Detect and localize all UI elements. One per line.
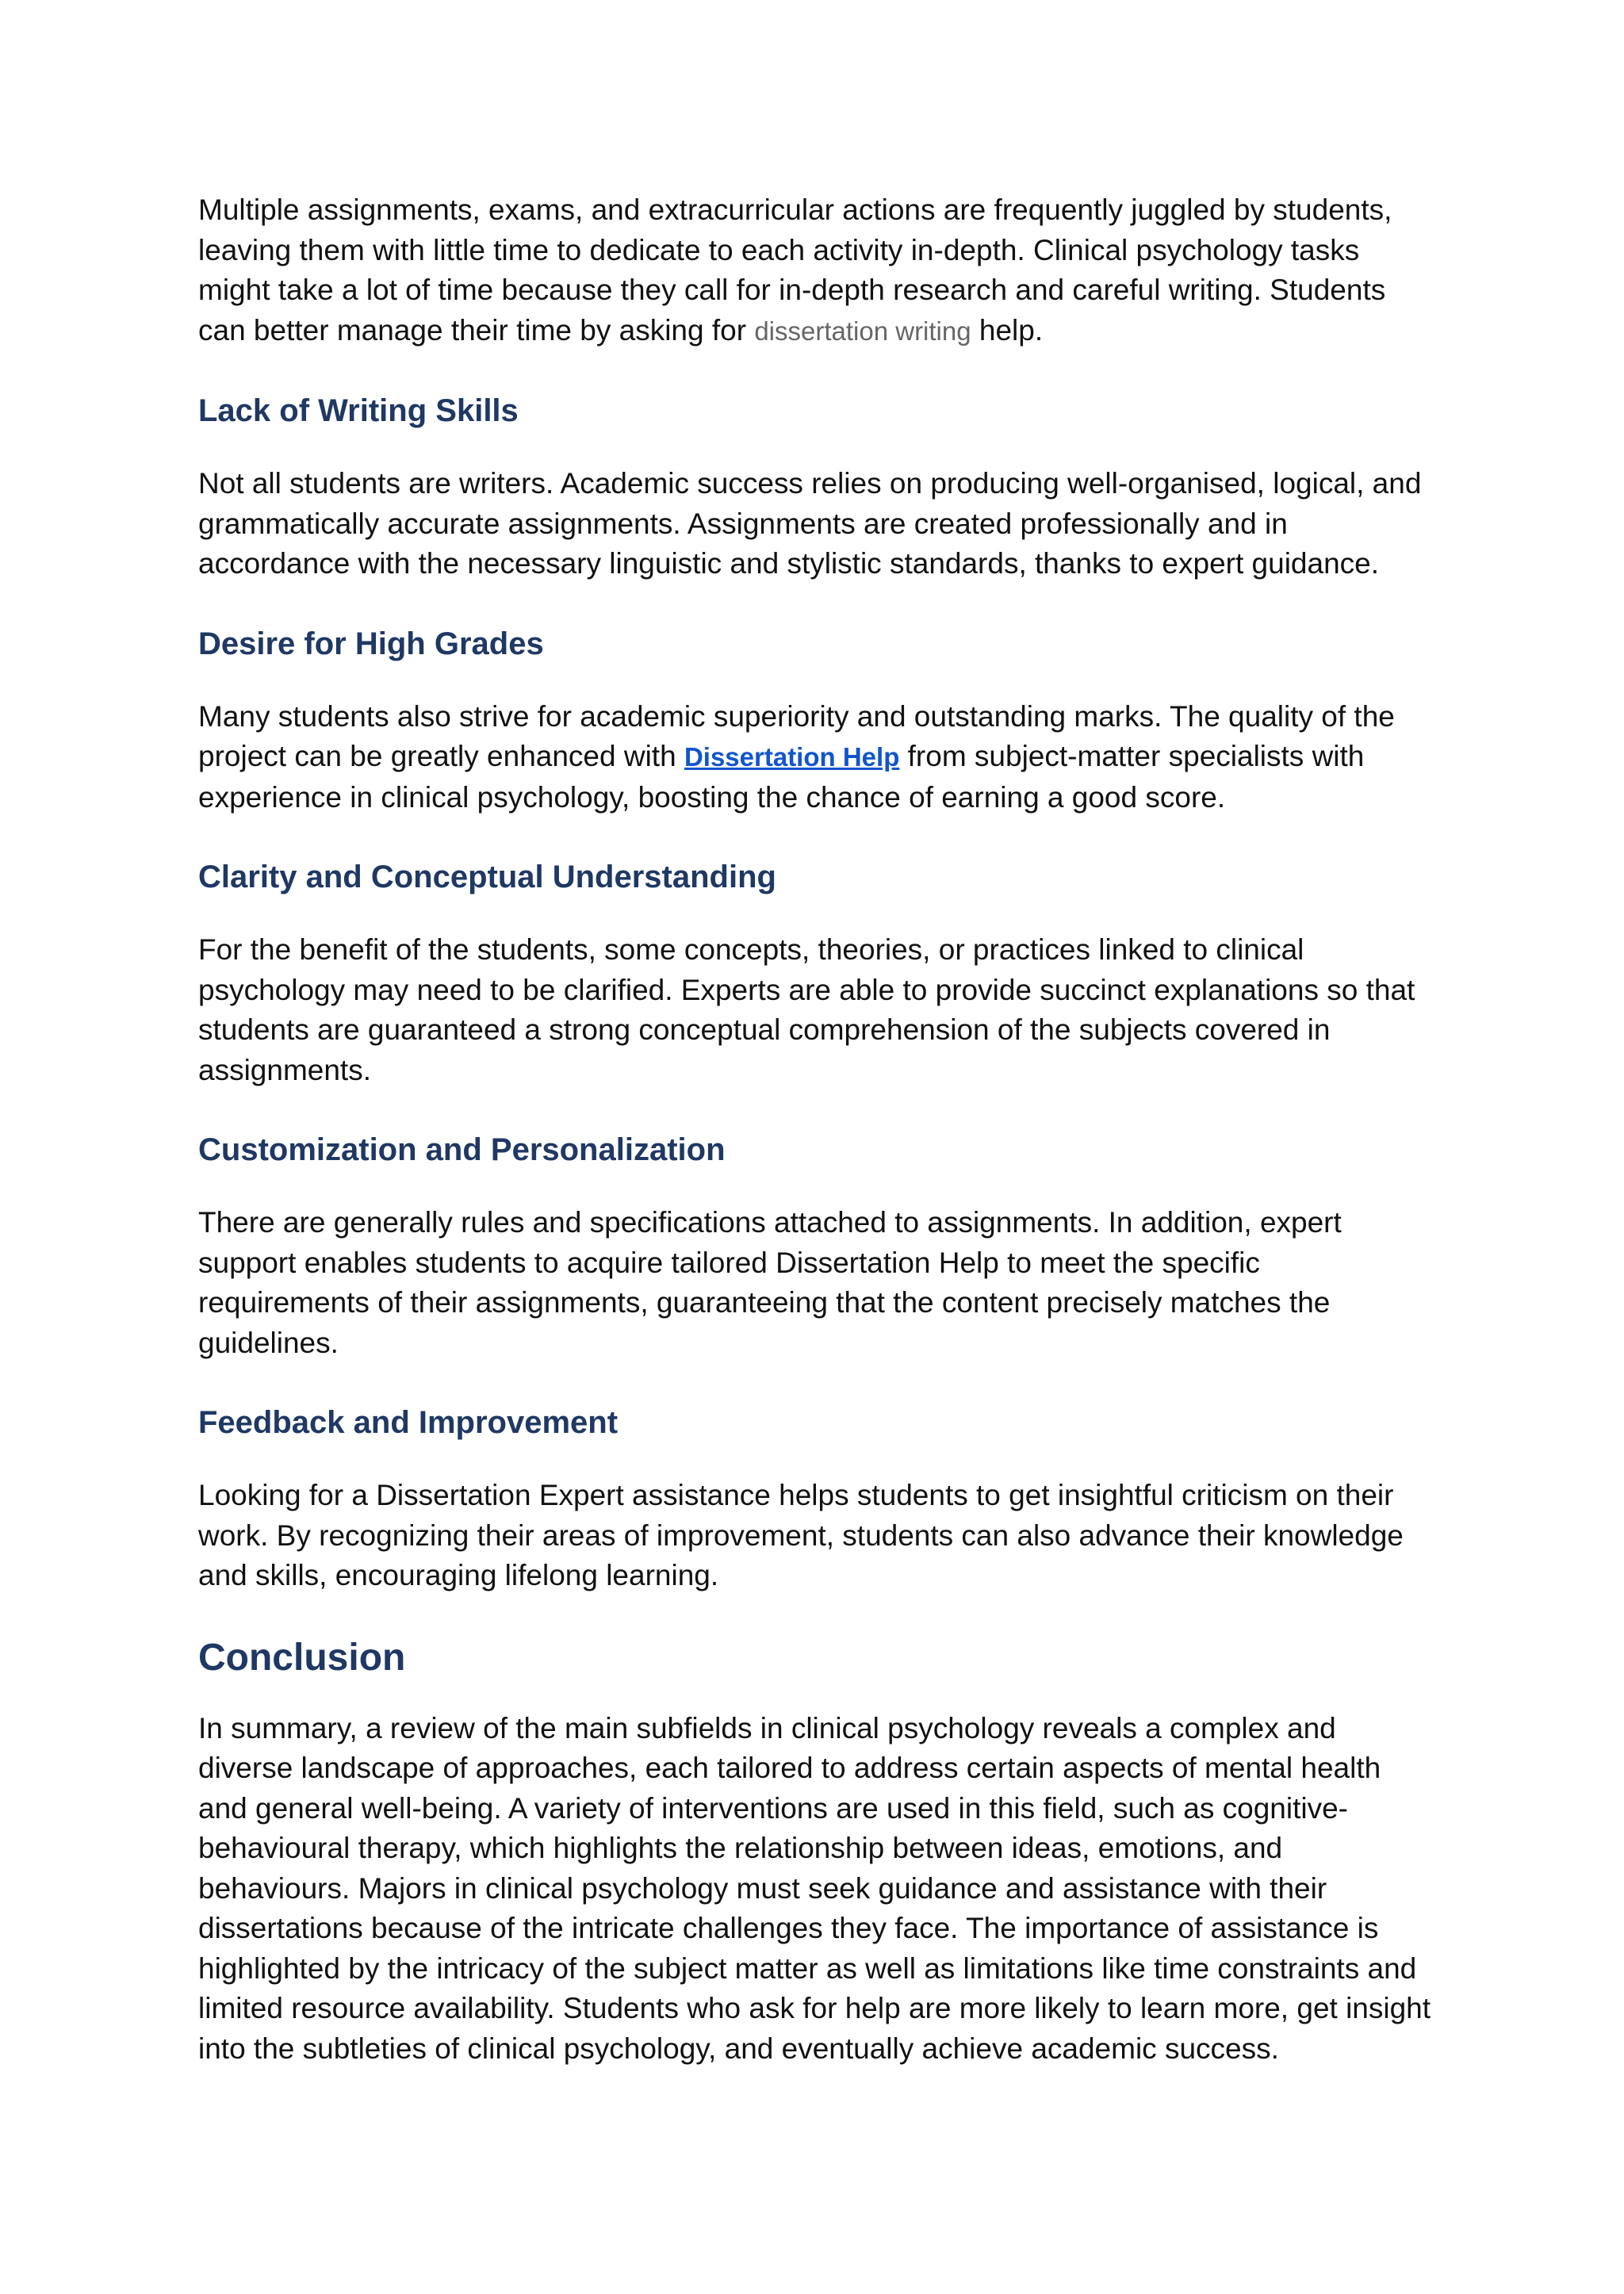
section-heading-high-grades: Desire for High Grades xyxy=(198,626,544,661)
high-grades-text-before: Many students also strive for academic superiority and outstanding marks. The quality of the project can be greatly enhanced with xyxy=(198,699,1395,772)
dissertation-writing-link[interactable]: dissertation writing xyxy=(754,316,971,346)
intro-text-after: help. xyxy=(971,313,1044,347)
high-grades-text-after: from subject-matter specialists with experience in clinical psychology, boosting the chance of earning a good score. xyxy=(198,740,1365,814)
section-heading-customization: Customization and Personalization xyxy=(198,1132,726,1167)
section-body-writing-skills: Not all students are writers. Academic success relies on producing well-organised, logical, and grammatically accurate assignments. Assignments are created professionally and in accordance with the necessary linguistic and stylistic standards, thanks to expert guidance. xyxy=(198,467,1422,580)
conclusion-heading: Conclusion xyxy=(198,1636,406,1679)
section-body-customization: There are generally rules and specifications attached to assignments. In addition, expert support enables students to acquire tailored Dissertation Help to meet the specific requirements of their assignments, guaranteeing that the content precisely matches the guidelines. xyxy=(198,1206,1342,1359)
section-heading-clarity: Clarity and Conceptual Understanding xyxy=(198,860,776,894)
section-body-feedback: Looking for a Dissertation Expert assistance helps students to get insightful criticism on their work. By recognizing their areas of improvement, students can also advance their knowledge and skills, encouraging lifelong learning. xyxy=(198,1479,1404,1591)
document-page xyxy=(198,190,1435,2108)
dissertation-help-link[interactable]: Dissertation Help xyxy=(684,742,900,772)
intro-text-before: Multiple assignments, exams, and extracurricular actions are frequently juggled by students, leaving them with little time to dedicate to each activity in-depth. Clinical psychology tasks might take a lot of time because they call for in-depth research and careful writing. Students can better manage their time by asking for xyxy=(198,193,1392,347)
section-heading-feedback: Feedback and Improvement xyxy=(198,1405,619,1440)
intro-paragraph xyxy=(198,190,1435,351)
section-heading-writing-skills: Lack of Writing Skills xyxy=(198,393,519,428)
conclusion-body: In summary, a review of the main subfields in clinical psychology reveals a complex and diverse landscape of approaches, each tailored to address certain aspects of mental health and general well-being. A variety of interventions are used in this field, such as cognitive-behavioural therapy, which highlights the relationship between ideas, emotions, and behaviours. Majors in clinical psychology must seek guidance and assistance with their dissertations because of the intricate challenges they face. The importance of assistance is highlighted by the intricacy of the subject matter as well as limitations like time constraints and limited resource availability. Students who ask for help are more likely to learn more, get insight into the subtleties of clinical psychology, and eventually achieve academic success. xyxy=(198,1711,1431,2065)
section-body-clarity: For the benefit of the students, some concepts, theories, or practices linked to clinical psychology may need to be clarified. Experts are able to provide succinct explanations so that students are guaranteed a strong conceptual comprehension of the subjects covered in assignments. xyxy=(198,933,1415,1086)
section-body-high-grades xyxy=(198,697,1435,818)
